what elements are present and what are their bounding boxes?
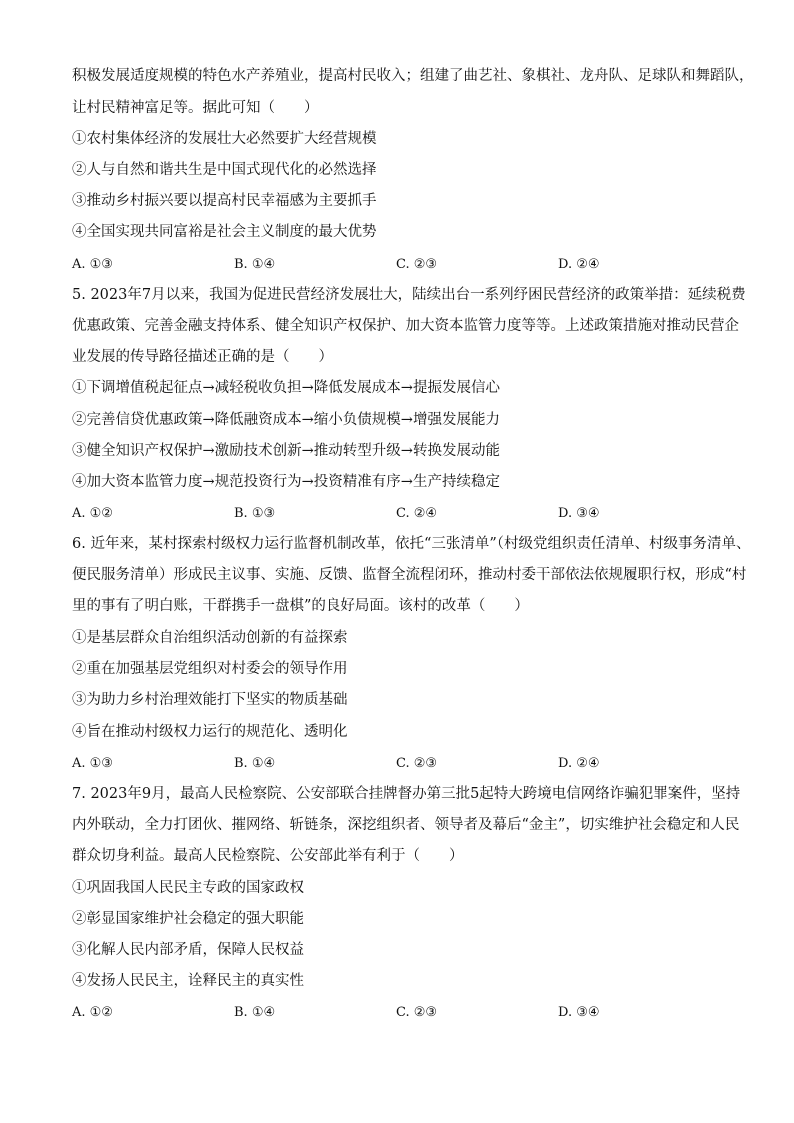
q7-options — [72, 1003, 722, 1023]
q6-stem-line-2: 便民服务清单）形成民主议事、实施、反馈、监督全流程闭环，推动村委干部依法依规履职行权，形成“村 — [72, 567, 747, 583]
q5-statement-1: ①下调增值税起征点→减轻税收负担→降低发展成本→提振发展信心 — [72, 380, 500, 396]
q6-statement-1: ①是基层群众自治组织活动创新的有益探索 — [72, 630, 348, 646]
q4-stem-line-2: 让村民精神富足等。据此可知（ ） — [72, 100, 319, 116]
q7-stem-line-2: 内外联动，全力打团伙、摧网络、斩链条，深挖组织者、领导者及幕后“金主”，切实维护社会稳定和人民 — [72, 817, 740, 833]
q4-statement-2: ②人与自然和谐共生是中国式现代化的必然选择 — [72, 162, 377, 178]
q6-statement-4: ④旨在推动村级权力运行的规范化、透明化 — [72, 724, 348, 740]
q4-stem-line-1: 积极发展适度规模的特色水产养殖业，提高村民收入；组建了曲艺社、象棋社、龙舟队、足球队和舞蹈队， — [72, 68, 754, 84]
q4-option-a[interactable]: A. ①③ — [72, 257, 113, 272]
q7-stem-line-3: 群众切身利益。最高人民检察院、公安部此举有利于（ ） — [72, 848, 464, 864]
q7-option-a[interactable]: A. ①② — [72, 1005, 113, 1020]
q7-statement-1: ①巩固我国人民民主专政的国家政权 — [72, 880, 304, 896]
q6-option-d[interactable]: D. ②④ — [558, 756, 600, 771]
q7-option-b[interactable]: B. ①④ — [234, 1005, 276, 1020]
q5-option-a[interactable]: A. ①② — [72, 506, 113, 521]
q5-stem-line-3: 业发展的传导路径描述正确的是（ ） — [72, 349, 333, 365]
q7-statement-3: ③化解人民内部矛盾，保障人民权益 — [72, 942, 304, 958]
q5-option-b[interactable]: B. ①③ — [234, 506, 276, 521]
q5-statement-2: ②完善信贷优惠政策→降低融资成本→缩小负债规模→增强发展能力 — [72, 412, 500, 428]
q6-option-a[interactable]: A. ①③ — [72, 756, 113, 771]
q5-stem-line-2: 优惠政策、完善金融支持体系、健全知识产权保护、加大资本监管力度等等。上述政策措施对推动民营企 — [72, 318, 739, 334]
q5-option-d[interactable]: D. ③④ — [558, 506, 600, 521]
q6-option-b[interactable]: B. ①④ — [234, 756, 276, 771]
q5-stem-line-1: 5. 2023年7月以来，我国为促进民营经济发展壮大，陆续出台一系列纾困民营经济的政策举措：延续税费 — [72, 287, 746, 303]
q5-options — [72, 504, 722, 524]
q4-options — [72, 255, 722, 275]
q4-statement-1: ①农村集体经济的发展壮大必然要扩大经营规模 — [72, 131, 377, 147]
q4-option-c[interactable]: C. ②③ — [396, 257, 438, 272]
q5-statement-4: ④加大资本监管力度→规范投资行为→投资精准有序→生产持续稳定 — [72, 474, 500, 490]
q6-stem-line-3: 里的事有了明白账，干群携手一盘棋”的良好局面。该村的改革（ ） — [72, 598, 529, 614]
q6-statement-3: ③为助力乡村治理效能打下坚实的物质基础 — [72, 692, 348, 708]
q7-stem-line-1: 7. 2023年9月，最高人民检察院、公安部联合挂牌督办第三批5起特大跨境电信网络诈骗犯罪案件，坚持 — [72, 786, 741, 802]
q7-option-c[interactable]: C. ②③ — [396, 1005, 438, 1020]
q4-option-d[interactable]: D. ②④ — [558, 257, 600, 272]
q7-option-d[interactable]: D. ③④ — [558, 1005, 600, 1020]
q7-statement-2: ②彰显国家维护社会稳定的强大职能 — [72, 911, 304, 927]
q5-statement-3: ③健全知识产权保护→激励技术创新→推动转型升级→转换发展动能 — [72, 443, 500, 459]
q4-statement-3: ③推动乡村振兴要以提高村民幸福感为主要抓手 — [72, 193, 377, 209]
q6-options — [72, 754, 722, 774]
q5-option-c[interactable]: C. ②④ — [396, 506, 438, 521]
q4-option-b[interactable]: B. ①④ — [234, 257, 276, 272]
q6-statement-2: ②重在加强基层党组织对村委会的领导作用 — [72, 661, 348, 677]
q4-statement-4: ④全国实现共同富裕是社会主义制度的最大优势 — [72, 224, 377, 240]
q7-statement-4: ④发扬人民民主，诠释民主的真实性 — [72, 973, 304, 989]
q6-stem-line-1: 6. 近年来，某村探索村级权力运行监督机制改革，依托“三张清单”（村级党组织责任清单、村级事务清单、 — [72, 536, 751, 552]
q6-option-c[interactable]: C. ②③ — [396, 756, 438, 771]
